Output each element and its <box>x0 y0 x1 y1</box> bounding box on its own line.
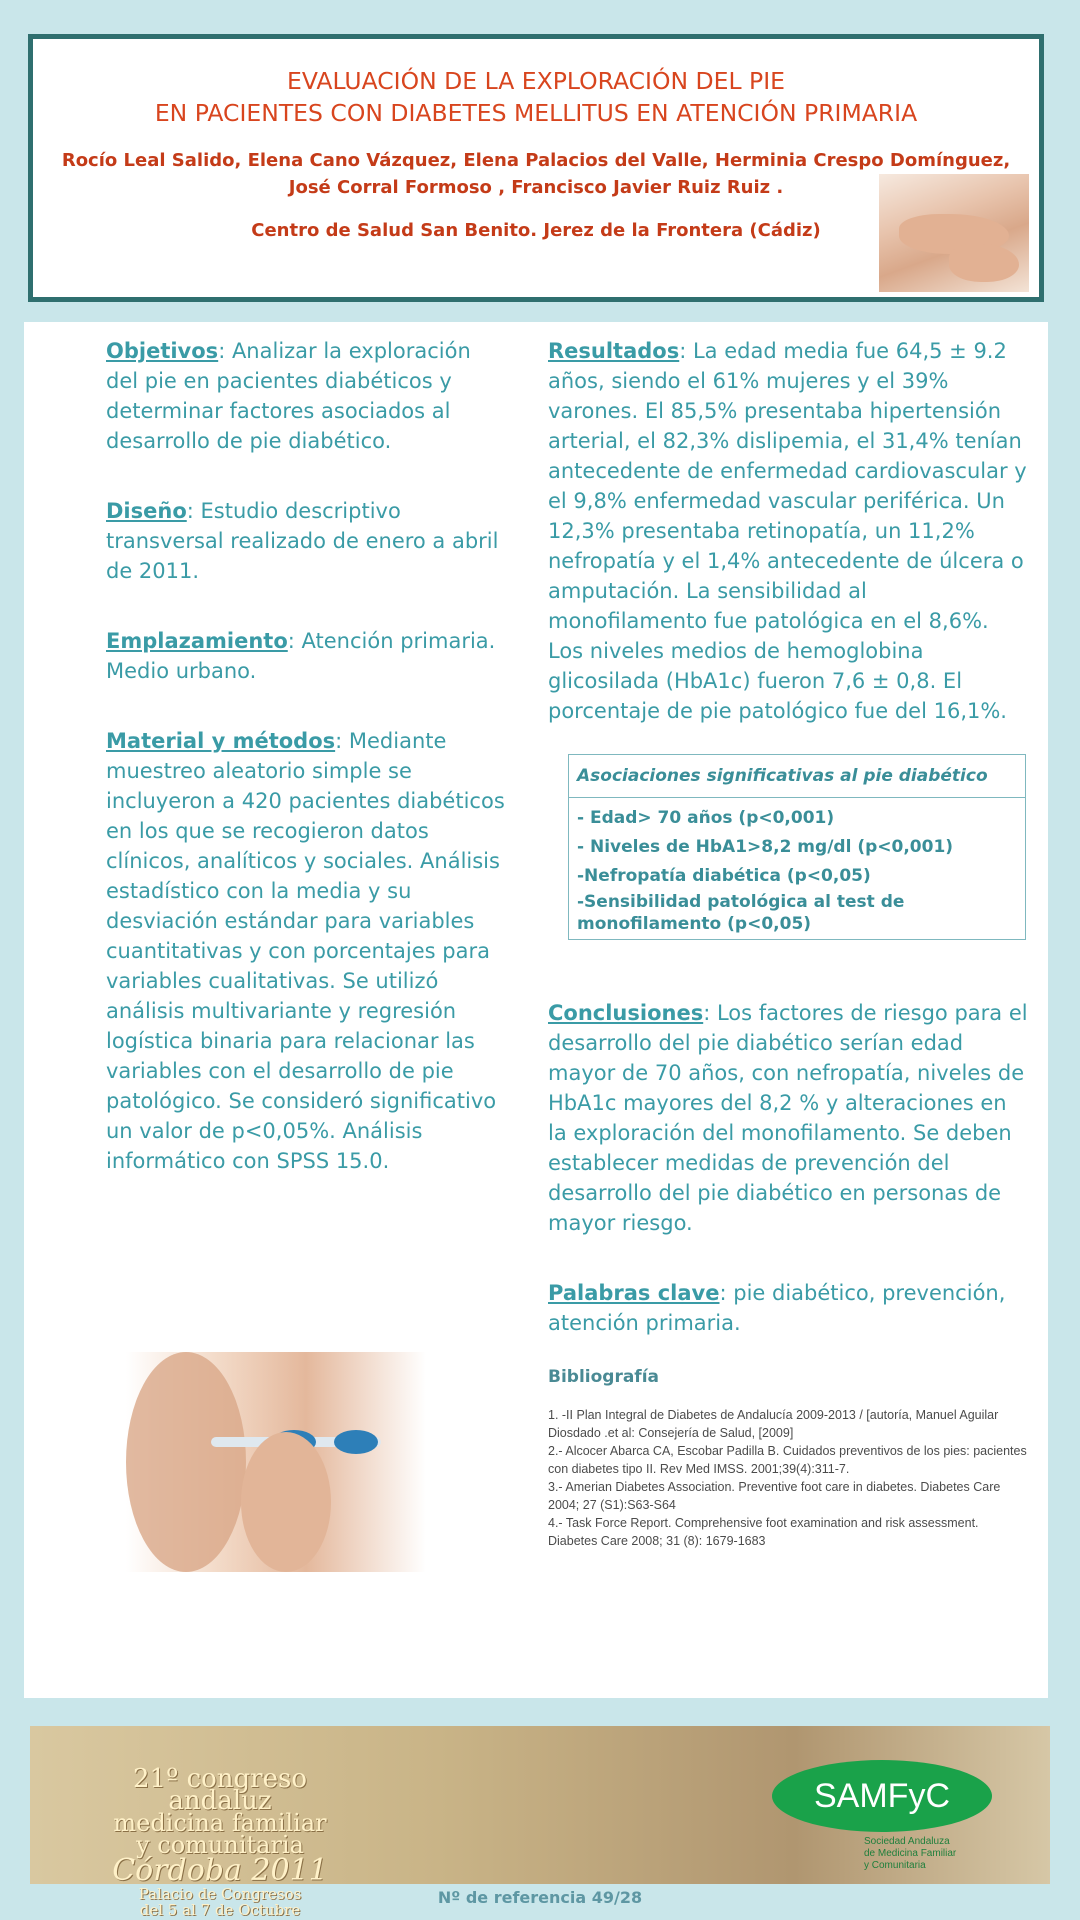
reference-number: Nº de referencia 49/28 <box>437 1888 643 1907</box>
title-line-1: EVALUACIÓN DE LA EXPLORACIÓN DEL PIE <box>286 67 785 95</box>
congress-line: y comunitaria <box>136 1831 304 1859</box>
associations-list <box>569 798 1025 939</box>
samfyc-sub-line: de Medicina Familiar <box>864 1848 957 1859</box>
biblio-item: 4.- Task Force Report. Comprehensive foot examination and risk assessment. Diabetes Care 2008; 31 (8): 1679-1683 <box>548 1516 979 1548</box>
association-item: -Sensibilidad patológica al test de monofilamento (p<0,05) <box>577 892 905 934</box>
poster-title <box>33 65 1039 129</box>
poster-body <box>24 322 1048 1698</box>
biblio-item: 1. -II Plan Integral de Diabetes de Andalucía 2009-2013 / [autoría, Manuel Aguilar Diosdado .et al: Consejería de Salud, [2009] <box>548 1408 999 1440</box>
congress-line: 21º congreso <box>133 1764 307 1794</box>
samfyc-sub-line: Sociedad Andaluza <box>864 1836 950 1847</box>
feet-photo <box>879 174 1029 292</box>
authors-line-2: José Corral Formoso , Francisco Javier Ruiz Ruiz . <box>288 177 784 198</box>
objetivos-text: : Analizar la exploración del pie en pacientes diabéticos y determinar factores asociados al desarrollo de pie diabético. <box>106 339 471 453</box>
material-section <box>106 726 506 1176</box>
congress-line: del 5 al 7 de Octubre <box>139 1901 301 1919</box>
hand-shape <box>949 244 1019 282</box>
biblio-item: 3.- Amerian Diabetes Association. Preventive foot care in diabetes. Diabetes Care 2004; 27 (S1):S63-S64 <box>548 1480 1001 1512</box>
association-item: - Niveles de HbA1>8,2 mg/dl (p<0,001) <box>577 837 954 857</box>
monofilament-illustration <box>126 1352 426 1572</box>
material-text: : Mediante muestreo aleatorio simple se incluyeron a 420 pacientes diabéticos en los que se recogieron datos clínicos, analíticos y sociales. Análisis estadístico con la media y su desviación estándar para variables cuantitativas y con porcentajes para variables cualitativas. Se utilizó análisis multivariante y regresión logística binaria para relacionar las variables con el desarrollo de pie patológico. Se consideró significativo un valor de p<0,05%. Análisis informático con SPSS 15.0. <box>106 729 505 1173</box>
associations-title: Asociaciones significativas al pie diabético <box>569 755 1025 798</box>
emplazamiento-section <box>106 626 506 686</box>
objetivos-section <box>106 336 506 456</box>
resultados-section <box>548 336 1028 726</box>
material-heading: Material y métodos <box>106 729 336 753</box>
associations-box <box>568 754 1026 940</box>
samfyc-logo-oval: SAMFyC <box>772 1760 992 1832</box>
palabras-heading: Palabras clave <box>548 1281 720 1305</box>
bibliografia-heading: Bibliografía <box>548 1367 660 1387</box>
samfyc-logo <box>772 1760 1002 1870</box>
congress-line: medicina familiar <box>113 1809 327 1837</box>
poster-header <box>28 34 1044 302</box>
association-item: - Edad> 70 años (p<0,001) <box>577 808 835 828</box>
conclusiones-heading: Conclusiones <box>548 1001 704 1025</box>
resultados-text: : La edad media fue 64,5 ± 9.2 años, siendo el 61% mujeres y el 39% varones. El 85,5% presentaba hipertensión arterial, el 82,3% dislipemia, el 31,4% tenían antecedente de enfermedad cardiovascular y el 9,8% enfermedad vascular periférica. Un 12,3% presentaba retinopatía, un 11,2% nefropatía y el 1,4% antecedente de úlcera o amputación. La sensibilidad al monofilamento fue patológica en el 8,6%. Los niveles medios de hemoglobina glicosilada (HbA1c) fueron 7,6 ± 0,8. El porcentaje de pie patológico fue del 16,1%. <box>548 339 1027 723</box>
emplazamiento-heading: Emplazamiento <box>106 629 288 653</box>
conclusiones-text: : Los factores de riesgo para el desarrollo del pie diabético serían edad mayor de 70 años, con nefropatía, niveles de HbA1c mayores del 8,2 % y alteraciones en la exploración del monofilamento. Se deben establecer medidas de prevención del desarrollo del pie diabético en personas de mayor riesgo. <box>548 1001 1028 1235</box>
emplazamiento-text: : Atención primaria. Medio urbano. <box>106 629 496 683</box>
left-column <box>106 336 506 1216</box>
biblio-item: 2.- Alcocer Abarca CA, Escobar Padilla B. Cuidados preventivos de los pies: pacientes con diabetes tipo II. Rev Med IMSS. 2001;39(4):311-7. <box>548 1444 1027 1476</box>
congress-line: Córdoba 2011 <box>112 1853 328 1888</box>
health-center: Centro de Salud San Benito. Jerez de la Frontera (Cádiz) <box>251 220 821 241</box>
palabras-section <box>548 1278 1028 1338</box>
congress-line: andaluz <box>168 1786 272 1816</box>
resultados-heading: Resultados <box>548 339 680 363</box>
association-item: -Nefropatía diabética (p<0,05) <box>577 866 871 886</box>
samfyc-sub-line: y Comunitaria <box>864 1860 926 1871</box>
objetivos-heading: Objetivos <box>106 339 219 363</box>
diseno-section <box>106 496 506 586</box>
bibliografia-list <box>548 1406 1028 1550</box>
monofilament-photo <box>126 1352 426 1572</box>
palabras-text: : pie diabético, prevención, atención primaria. <box>548 1281 1006 1335</box>
diseno-text: : Estudio descriptivo transversal realizado de enero a abril de 2011. <box>106 499 499 583</box>
title-line-2: EN PACIENTES CON DIABETES MELLITUS EN ATENCIÓN PRIMARIA <box>154 99 918 127</box>
samfyc-logo-subtitle <box>864 1836 1004 1872</box>
right-column <box>548 336 1028 1550</box>
authors-line-1: Rocío Leal Salido, Elena Cano Vázquez, Elena Palacios del Valle, Herminia Crespo Domínguez, <box>61 150 1011 171</box>
conclusiones-section <box>548 998 1028 1238</box>
diseno-heading: Diseño <box>106 499 187 523</box>
congress-line: Palacio de Congresos <box>138 1885 302 1903</box>
